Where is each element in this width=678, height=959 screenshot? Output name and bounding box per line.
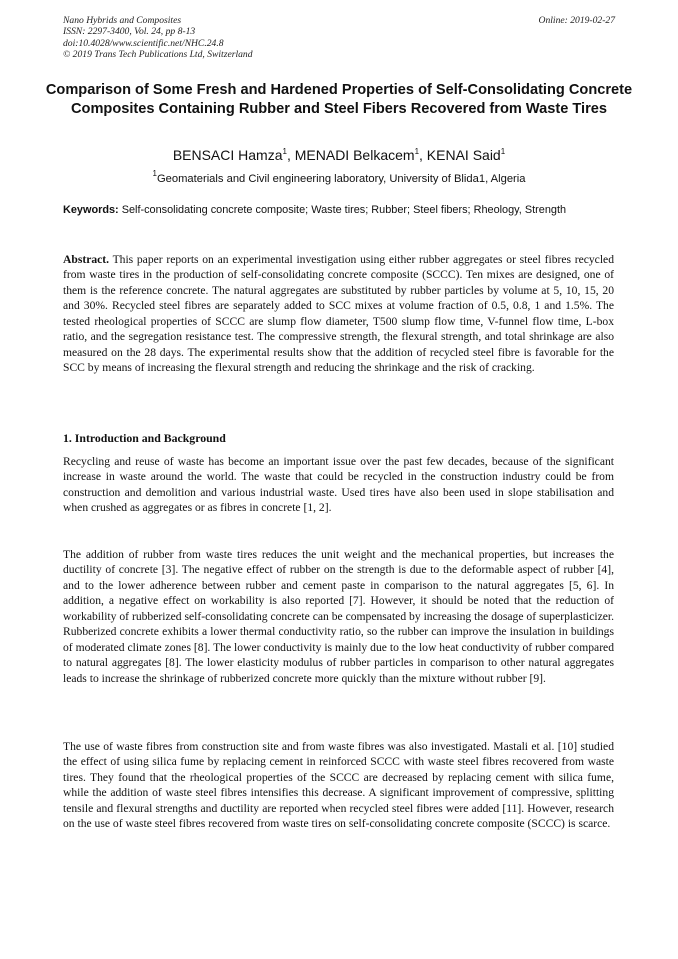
- keywords-label: Keywords:: [63, 204, 119, 216]
- affiliation-mark: 1: [152, 169, 157, 178]
- keywords: [63, 203, 614, 218]
- journal-header: [63, 15, 615, 60]
- keywords-text: Self-consolidating concrete composite; Waste tires; Rubber; Steel fibers; Rheology, Strength: [121, 204, 567, 216]
- abstract-label: Abstract.: [63, 253, 110, 266]
- copyright-line: © 2019 Trans Tech Publications Ltd, Switzerland: [63, 48, 253, 60]
- author-name: MENADI Belkacem: [294, 147, 415, 163]
- author-affil-mark: 1: [500, 147, 506, 156]
- online-date: Online: 2019-02-27: [538, 15, 615, 26]
- section-heading: 1. Introduction and Background: [63, 431, 226, 445]
- author-affil-mark: 1: [414, 147, 420, 156]
- paragraph: Recycling and reuse of waste has become an important issue over the past few decades, because of the significant increase in waste around the world. The waste that could be recycled in the construction industry could be from construction and demolition and various industrial waste. Used tires have also been used in slope stabilisation and when crushed as aggregates or as fibres in concrete [1, 2].: [63, 455, 614, 515]
- author-affil-mark: 1: [282, 147, 287, 156]
- abstract: [63, 252, 614, 376]
- affiliation-text: Geomaterials and Civil engineering laboratory, University of Blida1, Algeria: [156, 173, 526, 185]
- author-name: KENAI Said: [426, 147, 501, 163]
- affiliation: [40, 167, 638, 186]
- paragraph: The use of waste fibres from construction site and from waste fibres was also investigated. Mastali et al. [10] studied the effect of using silica fume by replacing cement in reinforced SCCC with waste steel fibres recovered from waste tires. They found that the rheological properties of the SCCC are decreased by replacing cement with silica fume, while the addition of waste steel fibres intensifies this decrease. A significant improvement of compressive, splitting tensile and flexural strengths and ductility are reported when recycled steel fibres were added [11]. However, research on the use of waste steel fibres recovered from waste tires on self-consolidating concrete composite (SCCC) is scarce.: [63, 740, 614, 831]
- paragraph: The addition of rubber from waste tires reduces the unit weight and the mechanical properties, but increases the ductility of concrete [3]. The negative effect of rubber on the strength is due to the deformable aspect of rubber [4], and to the lower adherence between rubber and cement paste in comparison to the natural aggregates [5, 6]. In addition, a negative effect on workability is also reported [7]. However, it should be noted that the reduction of workability of rubberized self-consolidating concrete can be compensated by increasing the dosage of superplasticizer. Rubberized concrete exhibits a lower thermal conductivity ratio, so the rubber can improve the insulation in buildings of moderated climate zones [8]. The lower conductivity is mainly due to the low heat conductivity of rubber compared to natural aggregates [8]. The lower elasticity modulus of rubber particles in comparison to other natural aggregates leads to increase the shrinkage of rubberized concrete more quickly than the mixture without rubber [9].: [63, 548, 614, 685]
- doi-line: doi:10.4028/www.scientific.net/NHC.24.8: [63, 37, 224, 49]
- journal-name: Nano Hybrids and Composites: [63, 15, 182, 26]
- paper-title: Comparison of Some Fresh and Hardened Properties of Self-Consolidating Concrete Composites Containing Rubber and Steel Fibers Recovered from Waste Tires: [45, 82, 633, 117]
- issn-line: ISSN: 2297-3400, Vol. 24, pp 8-13: [63, 26, 196, 38]
- author-name: BENSACI Hamza: [172, 147, 283, 163]
- author-list: BENSACI Hamza$^1$, MENADI Belkacem$^1$, KENAI Said$^1$: [172, 147, 506, 163]
- abstract-text: This paper reports on an experimental investigation using either rubber aggregates or steel fibres recycled from waste tires in the production of self-consolidating concrete composite (SCCC). Ten mixes are designed, one of them is the reference concrete. The natural aggregates are substituted by rubber particles by volume at 5, 10, 15, 20 and 30%. Recycled steel fibres are separately added to SCC mixes at volume fraction of 0.5, 0.8, 1 and 1.5%. The tested rheological properties of SCCC are slump flow diameter, T500 slump flow time, V-funnel flow time, L-box ratio, and the segregation resistance test. The compressive strength, the flexural strength, and total shrinkage are also measured on the 28 days. The experimental results show that the addition of recycled steel fibre is favorable for the SCC by means of increasing the flexural strength and reducing the shrinkage and the risk of cracking.: [63, 253, 614, 375]
